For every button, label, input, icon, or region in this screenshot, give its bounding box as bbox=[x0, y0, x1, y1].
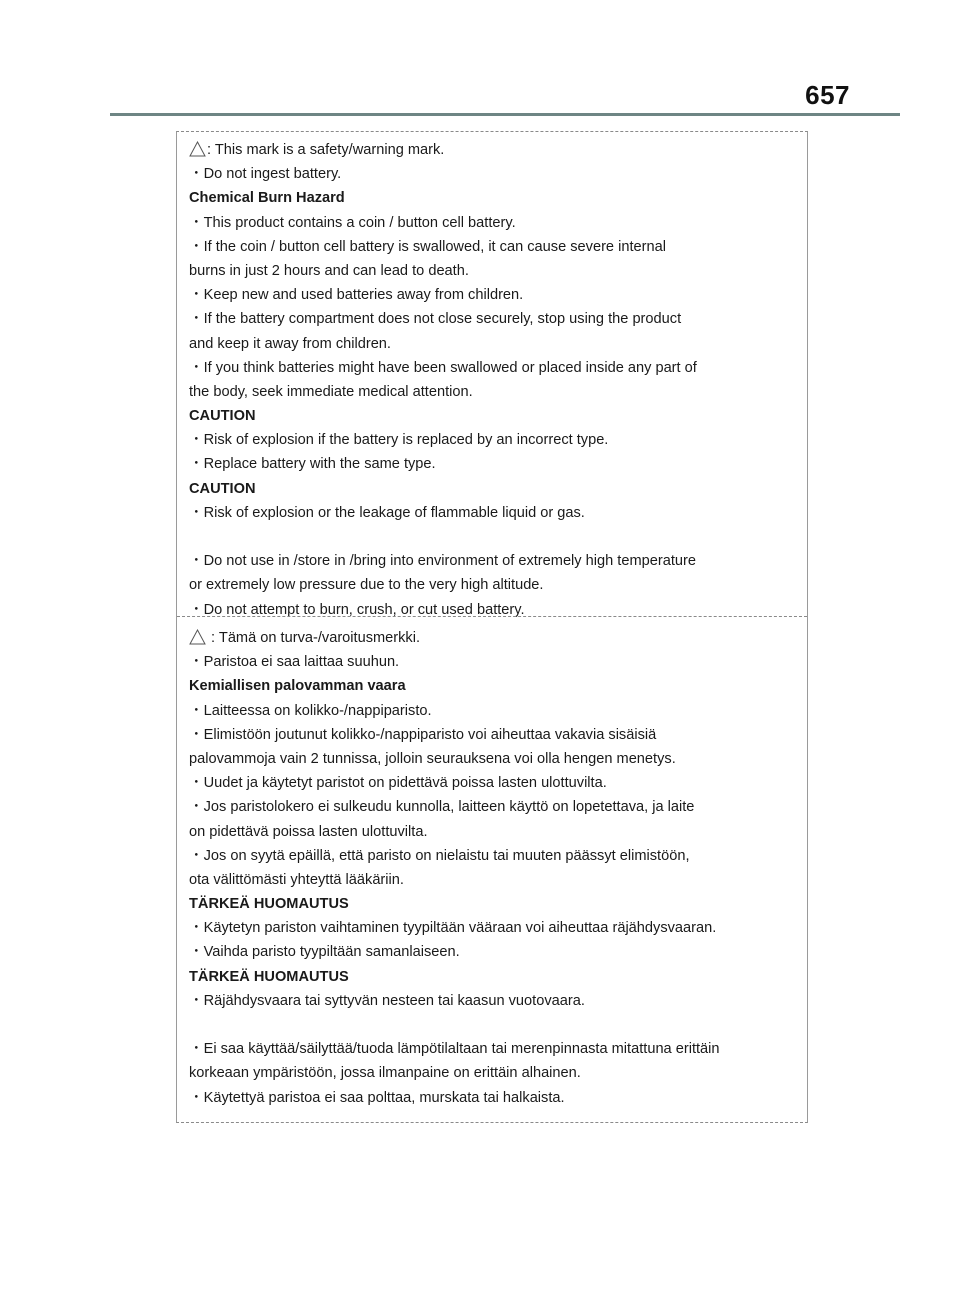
text-line: korkeaan ympäristöön, jossa ilmanpaine on erittäin alhainen. bbox=[189, 1065, 581, 1082]
text-line: ・Do not ingest battery. bbox=[189, 166, 342, 183]
text-line: ・Jos paristolokero ei sulkeudu kunnolla, laitteen käyttö on lopetettava, ja laite bbox=[189, 799, 695, 816]
text-line: ・Jos on syytä epäillä, että paristo on nielaistu tai muuten päässyt elimistöön, bbox=[189, 847, 690, 864]
text-line: palovammoja vain 2 tunnissa, jolloin seurauksena voi olla hengen menetys. bbox=[189, 750, 676, 767]
text-line: ・Käytetyn pariston vaihtaminen tyypiltään vääraan voi aiheuttaa räjähdysvaaran. bbox=[189, 920, 717, 937]
section-heading: TÄRKEÄ HUOMAUTUS bbox=[189, 896, 349, 913]
text-line: burns in just 2 hours and can lead to death. bbox=[189, 262, 469, 279]
blank-line bbox=[189, 525, 801, 549]
section-heading: TÄRKEÄ HUOMAUTUS bbox=[189, 968, 349, 985]
text-line: ・Elimistöön joutunut kolikko-/nappiparisto voi aiheuttaa vakavia sisäisiä bbox=[189, 726, 657, 743]
warning-triangle-icon bbox=[189, 141, 206, 157]
section-divider bbox=[177, 616, 807, 617]
text-line: ・Risk of explosion if the battery is replaced by an incorrect type. bbox=[189, 432, 609, 449]
english-section bbox=[189, 138, 801, 622]
text-line: ・Räjähdysvaara tai syttyvän nesteen tai kaasun vuotovaara. bbox=[189, 992, 585, 1009]
section-heading: Kemiallisen palovamman vaara bbox=[189, 678, 406, 695]
text-line: ・Laitteessa on kolikko-/nappiparisto. bbox=[189, 702, 432, 719]
section-heading: CAUTION bbox=[189, 480, 256, 497]
warning-mark-text: : Tämä on turva-/varoitusmerkki. bbox=[207, 630, 421, 646]
text-line: ・Risk of explosion or the leakage of flammable liquid or gas. bbox=[189, 504, 585, 521]
battery-warning-box bbox=[176, 131, 808, 1123]
warning-mark-line bbox=[189, 626, 801, 650]
text-line: ・Käytettyä paristoa ei saa polttaa, murskata tai halkaista. bbox=[189, 1089, 565, 1106]
text-line: ・Uudet ja käytetyt paristot on pidettävä poissa lasten ulottuvilta. bbox=[189, 775, 607, 792]
text-line: ・If you think batteries might have been swallowed or placed inside any part of bbox=[189, 359, 697, 376]
text-line: ・Do not attempt to burn, crush, or cut used battery. bbox=[189, 601, 525, 618]
header-rule bbox=[110, 113, 900, 116]
section-heading: CAUTION bbox=[189, 408, 256, 425]
page-number: 657 bbox=[805, 80, 850, 110]
text-line: ・Keep new and used batteries away from children. bbox=[189, 287, 524, 304]
text-line: ota välittömästi yhteyttä lääkäriin. bbox=[189, 871, 404, 888]
text-line: ・Do not use in /store in /bring into environment of extremely high temperature bbox=[189, 553, 696, 570]
text-line: ・Vaihda paristo tyypiltään samanlaiseen. bbox=[189, 944, 460, 961]
text-line: ・Replace battery with the same type. bbox=[189, 456, 436, 473]
warning-mark-line bbox=[189, 138, 801, 162]
text-line: ・This product contains a coin / button cell battery. bbox=[189, 214, 516, 231]
text-line: the body, seek immediate medical attention. bbox=[189, 383, 473, 400]
warning-triangle-icon bbox=[189, 629, 206, 645]
text-line: ・If the battery compartment does not close securely, stop using the product bbox=[189, 311, 682, 328]
text-line: ・If the coin / button cell battery is swallowed, it can cause severe internal bbox=[189, 238, 666, 255]
text-line: or extremely low pressure due to the very high altitude. bbox=[189, 577, 544, 594]
warning-mark-text: : This mark is a safety/warning mark. bbox=[207, 142, 445, 158]
finnish-section bbox=[189, 626, 801, 1110]
blank-line bbox=[189, 1013, 801, 1037]
text-line: and keep it away from children. bbox=[189, 335, 391, 352]
text-line: ・Paristoa ei saa laittaa suuhun. bbox=[189, 654, 400, 671]
text-line: ・Ei saa käyttää/säilyttää/tuoda lämpötilaltaan tai merenpinnasta mitattuna erittäin bbox=[189, 1041, 720, 1058]
text-line: on pidettävä poissa lasten ulottuvilta. bbox=[189, 823, 428, 840]
section-heading: Chemical Burn Hazard bbox=[189, 190, 345, 207]
